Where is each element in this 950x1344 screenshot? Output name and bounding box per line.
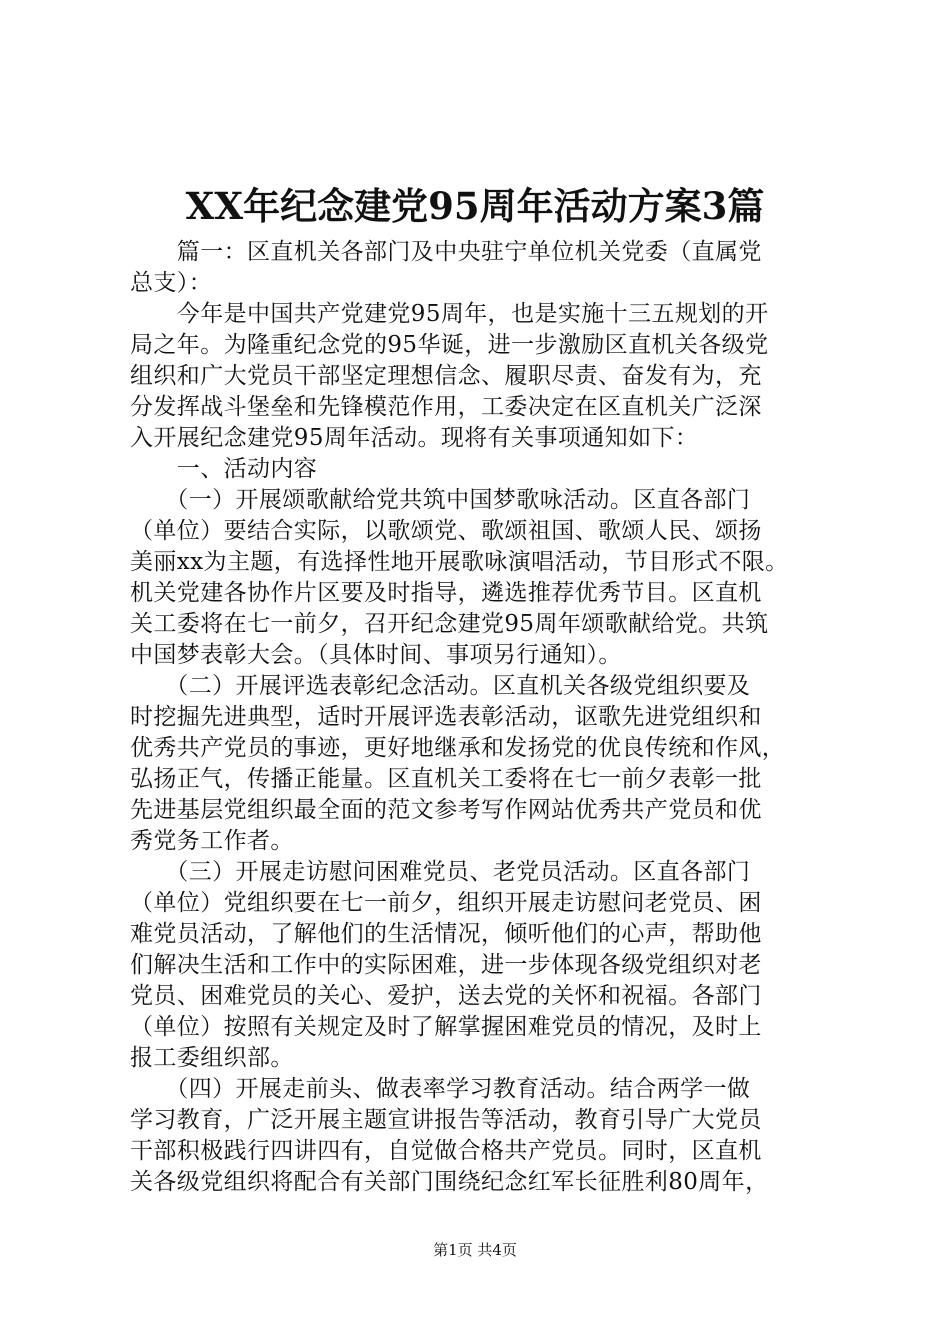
text-line: （四）开展走前头、做表率学习教育活动。结合两学一做 xyxy=(130,1076,751,1102)
text-line: 秀党务工作者。 xyxy=(130,828,294,854)
text-line: 关工委将在七一前夕，召开纪念建党95周年颂歌献给党。共筑 xyxy=(130,611,769,637)
text-line: 弘扬正气，传播正能量。区直机关工委将在七一前夕表彰一批 xyxy=(130,766,762,792)
text-line: 党员、困难党员的关心、爱护，送去党的关怀和祝福。各部门 xyxy=(130,983,762,1009)
text-line: （单位）要结合实际，以歌颂党、歌颂祖国、歌颂人民、颂扬 xyxy=(130,518,762,544)
document-title: XX年纪念建党95周年活动方案3篇 xyxy=(185,184,765,228)
section-heading: 一、活动内容 xyxy=(130,456,318,482)
text-line: 时挖掘先进典型，适时开展评选表彰活动，讴歌先进党组织和 xyxy=(130,704,762,730)
text-line: 入开展纪念建党95周年活动。现将有关事项通知如下： xyxy=(130,425,699,451)
text-line: 局之年。为隆重纪念党的95华诞，进一步激励区直机关各级党 xyxy=(130,332,769,358)
text-line: 美丽xx为主题，有选择性地开展歌咏演唱活动，节目形式不限。 xyxy=(130,549,789,575)
text-line: （一）开展颂歌献给党共筑中国梦歌咏活动。区直各部门 xyxy=(130,487,751,513)
text-line: 们解决生活和工作中的实际困难，进一步体现各级党组织对老 xyxy=(130,952,762,978)
text-line: 今年是中国共产党建党95周年，也是实施十三五规划的开 xyxy=(130,301,769,327)
text-line: （三）开展走访慰问困难党员、老党员活动。区直各部门 xyxy=(130,859,751,885)
text-line: 篇一：区直机关各部门及中央驻宁单位机关党委（直属党 xyxy=(130,239,762,265)
text-line: 分发挥战斗堡垒和先锋模范作用，工委决定在区直机关广泛深 xyxy=(130,394,762,420)
text-line: （单位）按照有关规定及时了解掌握困难党员的情况，及时上 xyxy=(130,1014,762,1040)
text-line: 优秀共产党员的事迹，更好地继承和发扬党的优良传统和作风， xyxy=(130,735,786,761)
text-line: 中国梦表彰大会。（具体时间、事项另行通知）。 xyxy=(130,642,622,668)
text-line: 学习教育，广泛开展主题宣讲报告等活动，教育引导广大党员 xyxy=(130,1107,762,1133)
text-line: 机关党建各协作片区要及时指导，遴选推荐优秀节目。区直机 xyxy=(130,580,762,606)
text-line: 总支）： xyxy=(130,270,213,296)
text-line: 先进基层党组织最全面的范文参考写作网站优秀共产党员和优 xyxy=(130,797,762,823)
text-line: （单位）党组织要在七一前夕，组织开展走访慰问老党员、困 xyxy=(130,890,762,916)
text-line: （二）开展评选表彰纪念活动。区直机关各级党组织要及 xyxy=(130,673,751,699)
text-line: 难党员活动，了解他们的生活情况，倾听他们的心声，帮助他 xyxy=(130,921,762,947)
document-body xyxy=(130,237,830,1198)
text-line: 关各级党组织将配合有关部门围绕纪念红军长征胜利80周年， xyxy=(130,1169,769,1195)
page-footer: 第1页 共4页 xyxy=(433,1241,517,1259)
text-line: 组织和广大党员干部坚定理想信念、履职尽责、奋发有为，充 xyxy=(130,363,762,389)
text-line: 报工委组织部。 xyxy=(130,1045,294,1071)
text-line: 干部积极践行四讲四有，自觉做合格共产党员。同时，区直机 xyxy=(130,1138,762,1164)
